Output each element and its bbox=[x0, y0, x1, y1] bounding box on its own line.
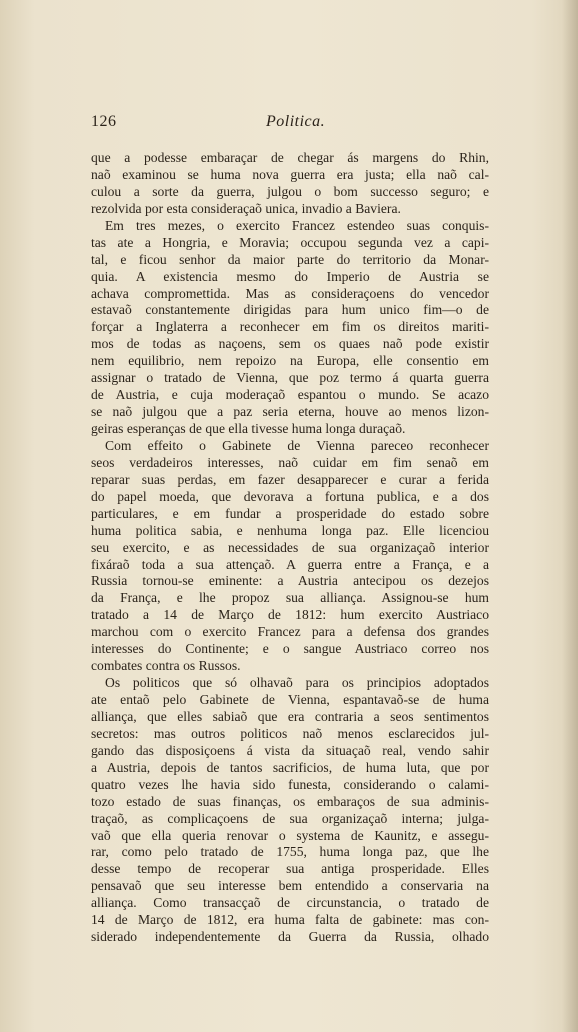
text-line: tal, e ficou senhor da maior parte do territorio da Monar- bbox=[91, 251, 489, 267]
page-edge-shadow bbox=[562, 0, 578, 1032]
text-line: particulares, e em fundar a prosperidade do estado sobre bbox=[91, 505, 489, 521]
text-line: nem equilibrio, nem repoizo na Europa, elle consentio em bbox=[91, 353, 489, 369]
text-line: traçaõ, as complicaçoens de sua organizaçaõ interna; julga- bbox=[91, 810, 489, 826]
text-line: Russia tornou-se eminente: a Austria antecipou os dezejos bbox=[91, 573, 489, 589]
text-line: a Austria, depois de tantos sacrificios, de huma luta, que por bbox=[91, 759, 489, 775]
text-line: quatro vezes lhe havia sido funesta, considerando o calami- bbox=[91, 776, 489, 792]
page-number: 126 bbox=[91, 113, 117, 130]
text-line: geiras esperanças de que ella tivesse huma longa duraçaõ. bbox=[91, 421, 406, 436]
text-line: tozo estado de suas finanças, os embaraços de sua adminis- bbox=[91, 793, 489, 809]
text-line: Em tres mezes, o exercito Francez estendeo suas conquis- bbox=[105, 217, 489, 233]
text-line: combates contra os Russos. bbox=[91, 658, 241, 674]
text-line: se naõ julgou que a paz seria eterna, houve ao menos lizon- bbox=[91, 404, 489, 420]
text-line: vaõ que ella queria renovar o systema de Kaunitz, e assegu- bbox=[91, 827, 489, 843]
text-line: tas ate a Hongria, e Moravia; occupou segunda vez a capi- bbox=[91, 234, 489, 250]
text-line: huma politica sabia, e nenhuma longa paz. Elle licenciou bbox=[91, 522, 489, 538]
text-line: quia. A existencia mesmo do Imperio de Austria se bbox=[91, 268, 489, 284]
text-line: mos de todas as naçoens, sem os quaes naõ pode existir bbox=[91, 336, 489, 352]
text-line: seu exercito, e as necessidades de sua organizaçaõ interior bbox=[91, 539, 489, 555]
text-line: reparar suas perdas, em fazer desapparecer e curar a ferida bbox=[91, 471, 489, 487]
text-line: estavaõ constantemente dirigidas para hum unico fim—o de bbox=[91, 302, 489, 318]
page-header bbox=[91, 113, 489, 137]
text-line: gando das disposiçoens á vista da situaçaõ real, vendo sahir bbox=[91, 742, 489, 758]
text-line: fixáraõ toda a sua attençaõ. A guerra entre a França, e a bbox=[91, 556, 489, 572]
text-line: marchou com o exercito Francez para a defensa dos grandes bbox=[91, 624, 489, 640]
text-line: naõ examinou se huma nova guerra era justa; ella naõ cal- bbox=[91, 166, 489, 182]
text-line: tratado a 14 de Março de 1812: hum exercito Austriaco bbox=[91, 607, 489, 623]
text-line: assignar o tratado de Vienna, que poz termo á quarta guerra bbox=[91, 370, 489, 386]
text-line: Os politicos que só olhavaõ para os principios adoptados bbox=[105, 675, 489, 691]
text-line: ate entaõ pelo Gabinete de Vienna, espantavaõ-se de huma bbox=[91, 692, 489, 707]
text-line: da França, e lhe propoz sua alliança. Assignou-se hum bbox=[91, 590, 489, 606]
text-line: siderado independentemente da Guerra da Russia, olhado bbox=[91, 929, 489, 945]
text-line: achava compromettida. Mas as consideraçoens do vencedor bbox=[91, 285, 489, 301]
text-line: pensavaõ que seu interesse bem entendido a conservaria na bbox=[91, 878, 489, 894]
body-text bbox=[91, 150, 489, 946]
text-line: Com effeito o Gabinete de Vienna pareceo reconhecer bbox=[105, 437, 489, 453]
text-line: rezolvida por esta consideraçaõ unica, invadio a Baviera. bbox=[91, 200, 401, 216]
text-line: que a podesse embaraçar de chegar ás margens do Rhin, bbox=[91, 150, 489, 165]
text-line: forçar a Inglaterra a reconhecer em fim os direitos mariti- bbox=[91, 319, 489, 335]
text-line: do papel moeda, que devorava a fortuna publica, e a dos bbox=[91, 488, 489, 504]
text-line: de Austria, e cuja moderaçaõ espantou o mundo. Se acazo bbox=[91, 387, 489, 403]
text-line: rar, como pelo tratado de 1755, huma longa paz, que lhe bbox=[91, 844, 489, 860]
text-line: secretos: mas outros politicos naõ menos esclarecidos jul- bbox=[91, 725, 489, 741]
text-line: alliança. Como transacçaõ de circunstancia, o tratado de bbox=[91, 895, 489, 911]
running-title: Politica. bbox=[266, 113, 326, 130]
text-line: alliança, que elles sabiaõ que era contraria a seos sentimentos bbox=[91, 708, 489, 724]
text-line: seos verdadeiros interesses, naõ cuidar em fim senaõ em bbox=[91, 454, 489, 470]
text-line: interesses do Continente; e o sangue Austriaco correo nos bbox=[91, 641, 489, 657]
text-line: culou a sorte da guerra, julgou o bom successo seguro; e bbox=[91, 183, 489, 199]
text-line: desse tempo de recoperar sua antiga prosperidade. Elles bbox=[91, 861, 489, 877]
text-line: 14 de Março de 1812, era huma falta de gabinete: mas con- bbox=[91, 912, 489, 928]
